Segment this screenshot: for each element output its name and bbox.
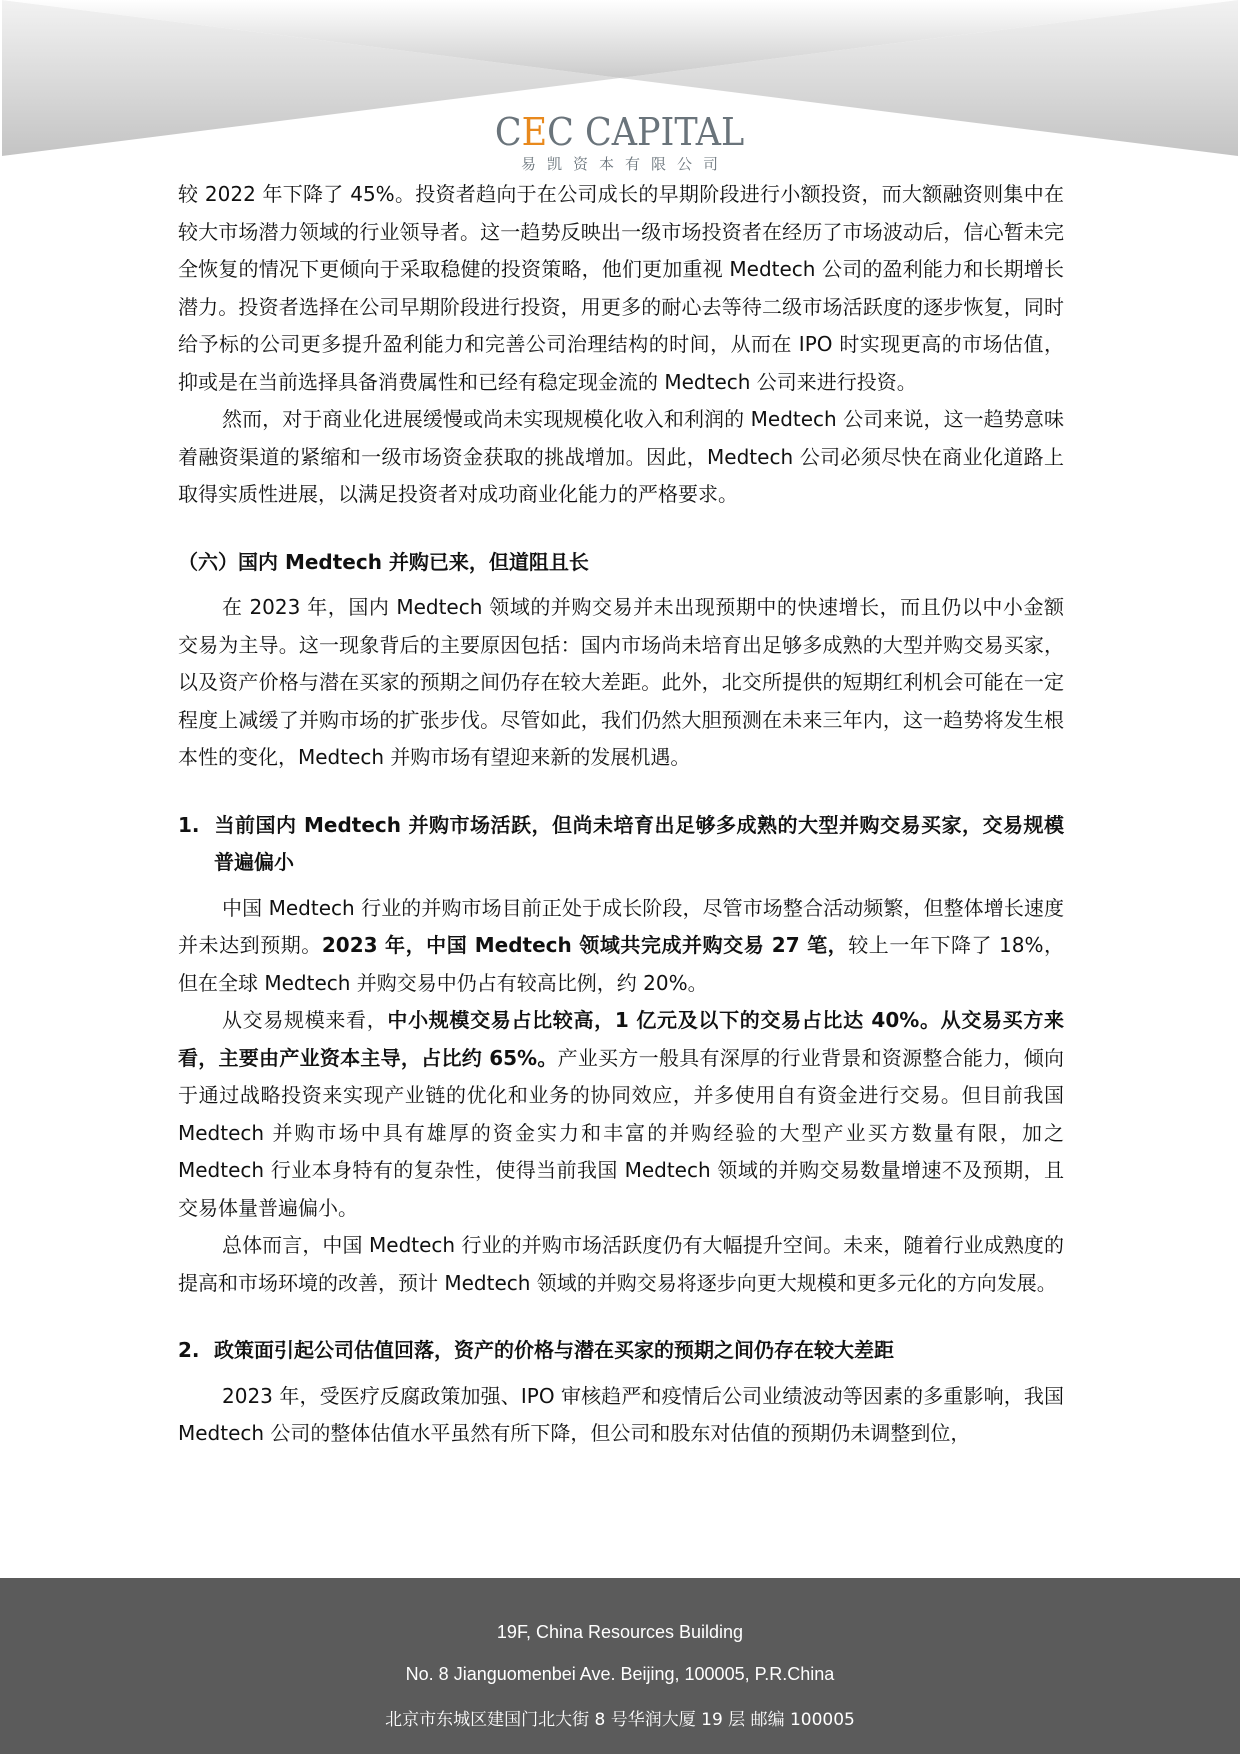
logo-subtitle: 易凯资本有限公司 [520,155,729,173]
page-header [0,0,1240,180]
section-heading-6: （六）国内 Medtech 并购已来，但道阻且长 [178,549,589,574]
subsection-number: 1. [178,812,200,837]
paragraph-investment-trend: 较 2022 年下降了 45%。投资者趋向于在公司成长的早期阶段进行小额投资，而大额融资则集中在较大市场潜力领域的行业领导者。这一趋势反映出一级市场投资者在经历了市场波动后，信心暂未完全恢复的情况下更倾向于采取稳健的投资策略，他们更加重视 Medtech 公司的盈利能力和长期增长潜力。投资者选择在公司早期阶段进行投资，用更多的耐心去等待二级市场活跃度的逐步恢复，同时给予标的公司更多提升盈利能力和完善公司治理结构的时间，从而在 IPO 时实现更高的市场估值，抑或是在当前选择具备消费属性和已经有稳定现金流的 Medtech 公司来进行投资。 [178,182,1064,394]
spacer [178,514,1064,544]
subsection-heading-2: 2. 政策面引起公司估值回落，资产的价格与潜在买家的预期之间仍存在较大差距 [178,1332,1064,1370]
footer-address-line-2: No. 8 Jianguomenbei Ave. Beijing, 100005, P.R.China [405,1664,835,1684]
logo-wordmark: CEC CAPITAL [495,110,745,154]
logo-accent-letter: E [522,110,548,154]
page-footer [0,1578,1240,1754]
footer-address-clip [0,1708,1240,1730]
spacer [178,882,1064,890]
paragraph-ma-overview: 在 2023 年，国内 Medtech 领域的并购交易并未出现预期中的快速增长，而且仍以中小金额交易为主导。这一现象背后的主要原因包括：国内市场尚未培育出足够多成熟的大型并购交易买家，以及资产价格与潜在买家的预期之间仍存在较大差距。此外，北交所提供的短期红利机会可能在一定程度上减缓了并购市场的扩张步伐。尽管如此，我们仍然大胆预测在未来三年内，这一趋势将发生根本性的变化，Medtech 并购市场有望迎来新的发展机遇。 [178,595,1064,769]
subsection-heading-1: 1. 当前国内 Medtech 并购市场活跃，但尚未培育出足够多成熟的大型并购交易买家，交易规模普遍偏小 [178,807,1064,882]
footer-address-line-1: 19F, China Resources Building [496,1622,744,1642]
spacer [178,777,1064,807]
paragraph-valuation: 2023 年，受医疗反腐政策加强、IPO 审核趋严和疫情后公司业绩波动等因素的多重影响，我国 Medtech 公司的整体估值水平虽然有所下降，但公司和股东对估值的预期仍未调整到位， [178,1383,1064,1445]
spacer [178,581,1064,589]
paragraph-outlook: 总体而言，中国 Medtech 行业的并购市场活跃度仍有大幅提升空间。未来，随着行业成熟度的提高和市场环境的改善，预计 Medtech 领域的并购交易将逐步向更大规模和更多元化的方向发展。 [178,1233,1064,1295]
spacer [178,1302,1064,1332]
footer-address-line-3-chinese: 北京市东城区建国门北大街 8 号华润大厦 19 层 邮编 100005 [385,1710,855,1730]
subsection-number: 2. [178,1338,200,1362]
paragraph-deal-size: 从交易规模来看，中小规模交易占比较高，1 亿元及以下的交易占比达 40%。从交易买方来看，主要由产业资本主导，占比约 65%。产业买方一般具有深厚的行业背景和资源整合能力，倾向于通过战略投资来实现产业链的优化和业务的协同效应，并多使用自有资金进行交易。但目前我国 Medtech 并购市场中具有雄厚的资金实力和丰富的并购经验的大型产业买方数量有限，加之 Medtech 行业本身特有的复杂性，使得当前我国 Medtech 领域的并购交易数量增速不及预期，且交易体量普遍偏小。 [178,1008,1065,1220]
paragraph-commercialization: 然而，对于商业化进展缓慢或尚未实现规模化收入和利润的 Medtech 公司来说，这一趋势意味着融资渠道的紧缩和一级市场资金获取的挑战增加。因此，Medtech 公司必须尽快在商业化道路上取得实质性进展，以满足投资者对成功商业化能力的严格要求。 [178,407,1064,506]
document-body [178,176,1064,1453]
cec-capital-logo [0,112,1240,174]
paragraph-ma-market-stage: 中国 Medtech 行业的并购市场目前正处于成长阶段，尽管市场整合活动频繁，但整体增长速度并未达到预期。2023 年，中国 Medtech 领域共完成并购交易 27 笔，较上一年下降了 18%，但在全球 Medtech 并购交易中仍占有较高比例，约 20%。 [178,895,1065,995]
spacer [178,1370,1064,1378]
